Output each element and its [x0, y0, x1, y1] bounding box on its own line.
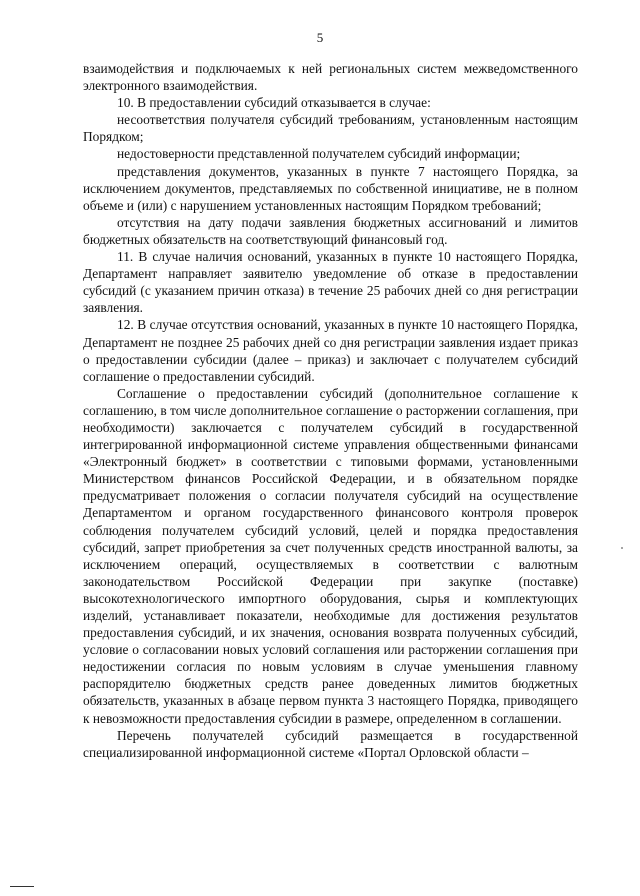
paragraph-recipients-list: Перечень получателей субсидий размещается в государственной специализированной информационной системе «Портал Орловской области – [83, 727, 578, 760]
paragraph-continuation: взаимодействия и подключаемых к ней региональных систем межведомственного электронного взаимодействия. [83, 61, 578, 94]
paragraph-refusal-reason-3: представления документов, указанных в пункте 7 настоящего Порядка, за исключением документов, представляемых по собственной инициативе, не в полном объеме и (или) с нарушением установленных настоящим Порядком требований; [83, 163, 578, 213]
paragraph-agreement: Соглашение о предоставлении субсидий (дополнительное соглашение к соглашению, в том числе дополнительное соглашение о расторжении соглашения, при необходимости) заключается с получателем субсидий в государственной интегрированной информационной системе управления общественными финансами «Электронный бюджет» в соответствии с типовыми формами, установленными Министерством финансов Российской Федерации, и в обязательном порядке предусматривает положения о согласии получателя субсидий на осуществление Департаментом и органом государственного финансового контроля проверок соблюдения получателем субсидий условий, целей и порядка предоставления субсидий, запрет приобретения за счет полученных средств иностранной валюты, за исключением операций, осуществляемых в соответствии с валютным законодательством Российской Федерации при закупке (поставке) высокотехнологического импортного оборудования, сырья и комплектующих изделий, устанавливает показатели, необходимые для достижения результатов предоставления субсидий, и их значения, основания возврата полученных субсидий, условие о согласовании новых условий соглашения или расторжении соглашения при недостижении согласия по новым условиям в случае уменьшения главному распорядителю бюджетных средств ранее доведенных лимитов бюджетных обязательств, указанных в абзаце первом пункта 3 настоящего Порядка, приводящего к невозможности предоставления субсидии в размере, определенном в соглашении. [83, 385, 578, 726]
paragraph-item-10: 10. В предоставлении субсидий отказывается в случае: [117, 95, 431, 111]
document-body [83, 60, 578, 761]
paragraph-refusal-reason-4: отсутствия на дату подачи заявления бюджетных ассигнований и лимитов бюджетных обязательств на соответствующий финансовый год. [83, 214, 578, 247]
scan-speck [621, 547, 623, 549]
paragraph-item-11: 11. В случае наличия оснований, указанных в пункте 10 настоящего Порядка, Департамент направляет заявителю уведомление об отказе в предоставлении субсидий (с указанием причин отказа) в течение 25 рабочих дней со дня регистрации заявления. [83, 249, 578, 316]
paragraph-item-12: 12. В случае отсутствия оснований, указанных в пункте 10 настоящего Порядка, Департамент не позднее 25 рабочих дней со дня регистрации заявления издает приказ о предоставлении субсидии (далее – приказ) и заключает с получателем субсидий соглашение о предоставлении субсидий. [83, 317, 578, 384]
page-number: 5 [316, 30, 324, 45]
paragraph-refusal-reason-2: недостоверности представленной получателем субсидий информации; [117, 146, 521, 162]
paragraph-refusal-reason-1: несоответствия получателя субсидий требованиям, установленным настоящим Порядком; [83, 112, 578, 145]
footnote-rule [10, 886, 34, 887]
